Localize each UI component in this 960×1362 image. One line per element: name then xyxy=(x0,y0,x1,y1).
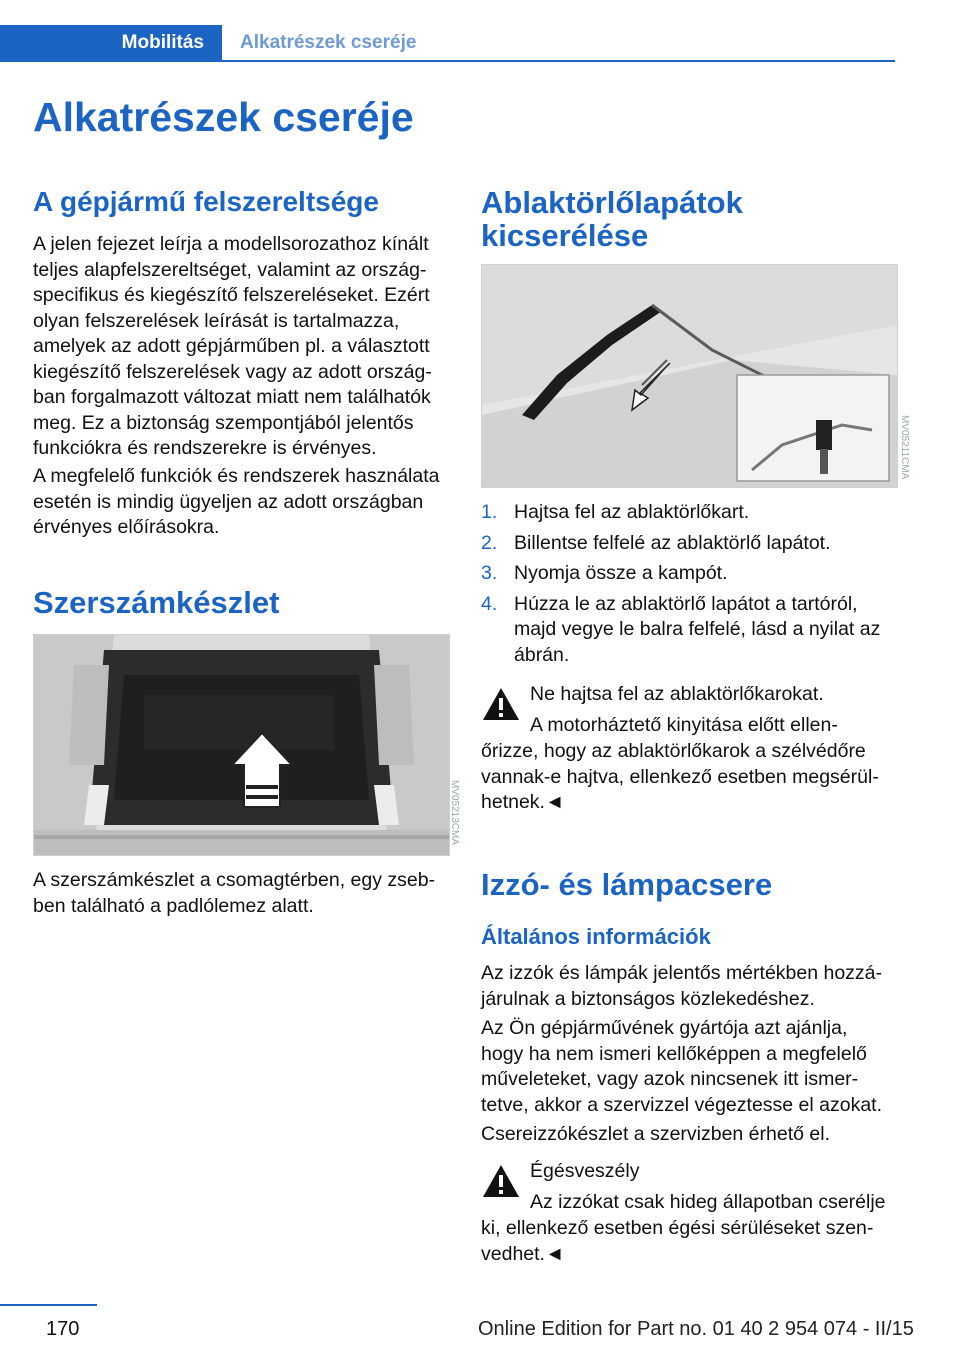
header-chapter-label: Alkatrészek cseréje xyxy=(240,32,417,53)
warning-triangle-icon xyxy=(481,686,521,722)
bulbs-warning-title: Égésveszély xyxy=(530,1160,640,1182)
page-number: 170 xyxy=(46,1318,80,1340)
toolkit-paragraph: A szerszámkészlet a csomagtérben, egy zseb‐ ben található a padlólemez alatt. xyxy=(33,869,436,917)
trunk-photo xyxy=(33,634,450,856)
toolkit-heading: Szerszámkészlet xyxy=(33,585,280,620)
bulbs-warning-text: ki, ellenkező esetben égési sérüléseket szen‐ vedhet.◄ xyxy=(481,1217,874,1265)
equipment-paragraph-1: A jelen fejezet leírja a modellsorozathoz kínált teljes alapfelszereltséget, valamint az ország‐ specifikus és kiegészítő felszereléseket. Ezért olyan felszerelések leírását is tartalmazza, amelyek az adott gépjárműben pl. a választott kiegészítő felszerelések vagy az adott ország‐ ban forgalmazott változat miatt nem találhatók meg. Ez a biztonság szempontjából jelentős funkciókra és rendszerekre is érvényes. xyxy=(33,233,432,459)
wiper-warning-first-line: A motorháztető kinyitása előtt ellen‐ xyxy=(530,714,838,736)
toolkit-image-code: MV05213CMA xyxy=(449,780,460,846)
equipment-heading: A gépjármű felszereltsége xyxy=(33,186,379,217)
equipment-paragraph-2: A megfelelő funkciók és rendszerek használata esetén is mindig ügyeljen az adott országban érvényes előírásokra. xyxy=(33,465,440,538)
page-title: Alkatrészek cseréje xyxy=(33,94,414,140)
bulbs-paragraph-1: Az izzók és lámpák jelentős mértékben hozzá‐ járulnak a biztonságos közlekedéshez. xyxy=(481,962,883,1010)
header-section-label: Mobilitás xyxy=(121,32,204,53)
header-section-tab xyxy=(0,25,222,62)
edition-info: Online Edition for Part no. 01 40 2 954 074 - II/15 xyxy=(478,1318,914,1340)
wiper-photo xyxy=(481,264,898,488)
bulbs-heading: Izzó- és lámpacsere xyxy=(481,867,773,902)
wiper-step-1: 1. Hajtsa fel az ablaktörlőkart. xyxy=(481,501,750,523)
wiper-warning-text: őrizze, hogy az ablaktörlőkarok a szélvédőre vannak-e hajtva, ellenkező esetben megsérül‐ hetnek.◄ xyxy=(481,740,879,813)
wiper-steps xyxy=(481,500,901,673)
wiper-step-3: 3. Nyomja össze a kampót. xyxy=(481,562,728,584)
footer-rule xyxy=(0,1304,97,1306)
bulbs-subheading: Általános információk xyxy=(481,924,711,949)
wiper-step-4: 4. Húzza le az ablaktörlő lapátot a tartóról, majd vegye le balra felfelé, lásd a nyilat az ábrán. xyxy=(481,592,881,666)
wiper-step-2: 2. Billentse felfelé az ablaktörlő lapátot. xyxy=(481,531,831,554)
warning-triangle-icon xyxy=(481,1163,521,1199)
bulbs-paragraph-2: Az Ön gépjárművének gyártója azt ajánlja, hogy ha nem ismeri kellőképpen a megfelelő műveleteket, vagy azok nincsenek itt ismer‐ tetve, akkor a szervizzel végeztesse el azokat. xyxy=(481,1017,883,1116)
wiper-image-code: MV05211CMA xyxy=(899,415,910,480)
wiper-heading: Ablaktörlőlapátok kicserélése xyxy=(481,185,743,253)
bulbs-paragraph-3: Csereizzókészlet a szervizben érhető el. xyxy=(481,1123,830,1145)
wiper-warning-title: Ne hajtsa fel az ablaktörlőkarokat. xyxy=(530,683,824,705)
bulbs-warning-first-line: Az izzókat csak hideg állapotban cserélje xyxy=(530,1191,886,1213)
